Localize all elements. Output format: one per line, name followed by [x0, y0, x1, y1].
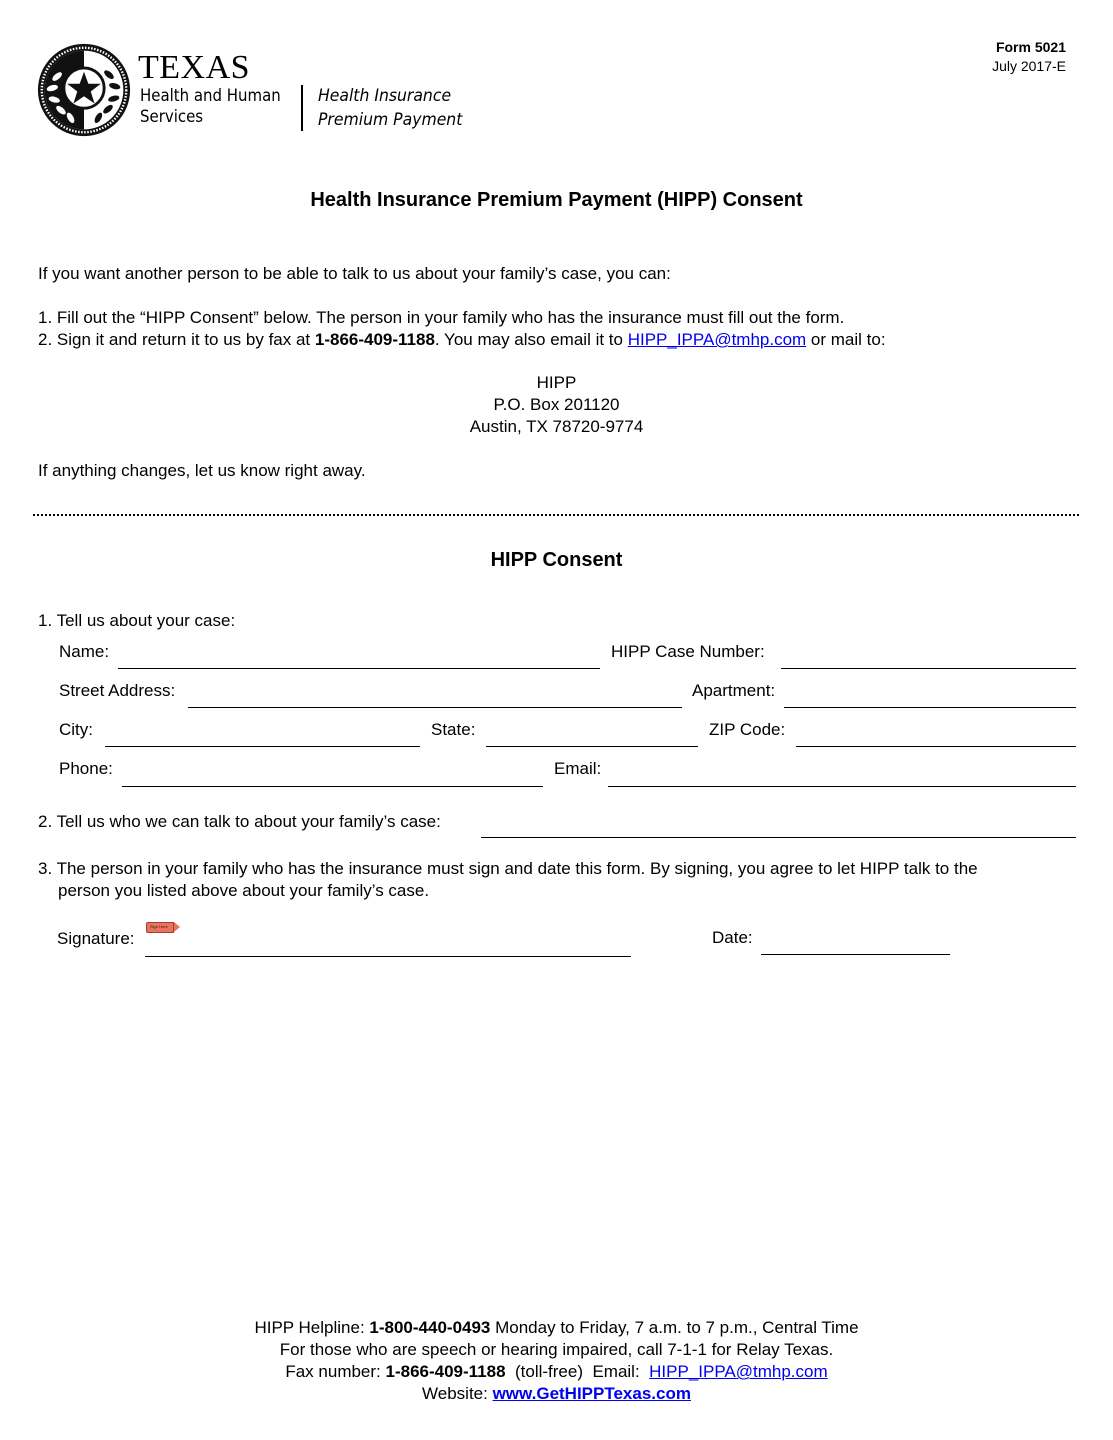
- street-address-label: Street Address:: [59, 681, 176, 700]
- footer-email-link[interactable]: HIPP_IPPA@tmhp.com: [649, 1362, 828, 1381]
- case-number-label: HIPP Case Number:: [611, 642, 765, 661]
- intro-lead: If you want another person to be able to talk to us about your family’s case, you can:: [38, 264, 671, 283]
- cut-line-divider: [33, 514, 1079, 516]
- step2-mid: . You may also email it to: [434, 330, 628, 349]
- helpline-hours: Monday to Friday, 7 a.m. to 7 p.m., Central Time: [490, 1318, 859, 1337]
- page-title: Health Insurance Premium Payment (HIPP) Consent: [310, 189, 803, 211]
- apartment-label: Apartment:: [692, 681, 776, 700]
- footer-fax-number: 1-866-409-1188: [385, 1362, 506, 1381]
- address-line: HIPP: [536, 373, 577, 392]
- apartment-field[interactable]: [784, 707, 1076, 708]
- section-1-label: 1. Tell us about your case:: [38, 611, 236, 630]
- phone-field[interactable]: [122, 786, 543, 787]
- logo-program-name: [318, 84, 462, 132]
- form-identifier: [992, 38, 1066, 76]
- state-field[interactable]: [486, 746, 698, 747]
- state-label: State:: [431, 720, 476, 739]
- address-line: Austin, TX 78720-9774: [469, 417, 644, 436]
- texas-star-seal-icon: [36, 42, 132, 138]
- date-label: Date:: [712, 928, 753, 947]
- fax-prefix: Fax number:: [285, 1362, 386, 1381]
- intro-step-1: 1. Fill out the “HIPP Consent” below. The person in your family who has the insurance must fill out the form.: [38, 308, 845, 327]
- footer-relay: For those who are speech or hearing impaired, call 7-1-1 for Relay Texas.: [279, 1340, 834, 1359]
- street-address-field[interactable]: [188, 707, 682, 708]
- step2-prefix: 2. Sign it and return it to us by fax at: [38, 330, 315, 349]
- email-label: Email:: [554, 759, 602, 778]
- footer-helpline: [0, 1317, 1113, 1339]
- zip-code-label: ZIP Code:: [709, 720, 786, 739]
- fax-suffix: (toll-free) Email:: [505, 1362, 650, 1381]
- city-field[interactable]: [105, 746, 420, 747]
- signature-field[interactable]: [145, 956, 631, 957]
- zip-code-field[interactable]: [796, 746, 1076, 747]
- signature-label: Signature:: [57, 929, 135, 948]
- sign-here-flag-text: Sign Here: [150, 924, 168, 929]
- section-3-line-2: person you listed above about your family’s case.: [58, 881, 430, 900]
- step2-suffix: or mail to:: [806, 330, 886, 349]
- mailing-address: [0, 372, 1113, 438]
- intro-step-2: [38, 329, 886, 351]
- logo-program-line1: Health Insurance: [318, 86, 452, 106]
- section-2-label: 2. Tell us who we can talk to about your family’s case:: [38, 812, 441, 831]
- section-3-line-1: 3. The person in your family who has the insurance must sign and date this form. By signing, you agree to let HIPP talk to the: [38, 859, 978, 878]
- name-label: Name:: [59, 642, 110, 661]
- consent-title: HIPP Consent: [490, 549, 623, 571]
- name-field[interactable]: [118, 668, 600, 669]
- phone-label: Phone:: [59, 759, 113, 778]
- form-date: July 2017-E: [992, 58, 1066, 74]
- form-number: Form 5021: [995, 39, 1066, 55]
- email-field[interactable]: [608, 786, 1076, 787]
- logo-texas: TEXAS: [138, 49, 251, 86]
- changes-note: If anything changes, let us know right away.: [38, 461, 366, 480]
- email-link[interactable]: HIPP_IPPA@tmhp.com: [627, 330, 807, 349]
- city-label: City:: [59, 720, 93, 739]
- authorized-person-field[interactable]: [481, 837, 1076, 838]
- logo-agency-line2: Health and Human: [140, 86, 281, 106]
- footer-fax: [0, 1361, 1113, 1383]
- sign-here-flag-icon[interactable]: [146, 922, 174, 933]
- fax-number: 1-866-409-1188: [314, 330, 435, 349]
- helpline-number: 1-800-440-0493: [369, 1318, 491, 1337]
- date-field[interactable]: [761, 954, 950, 955]
- website-prefix: Website:: [422, 1384, 493, 1403]
- logo-agency-line3: Services: [140, 107, 204, 127]
- logo-divider: [301, 85, 303, 131]
- address-line: P.O. Box 201120: [493, 395, 620, 414]
- website-link[interactable]: www.GetHIPPTexas.com: [492, 1384, 691, 1403]
- footer-website: [0, 1383, 1113, 1405]
- footer-contact: [0, 1317, 1113, 1405]
- logo-program-line2: Premium Payment: [318, 110, 463, 130]
- helpline-prefix: HIPP Helpline:: [254, 1318, 370, 1337]
- logo-agency-name: [140, 86, 281, 128]
- case-number-field[interactable]: [781, 668, 1076, 669]
